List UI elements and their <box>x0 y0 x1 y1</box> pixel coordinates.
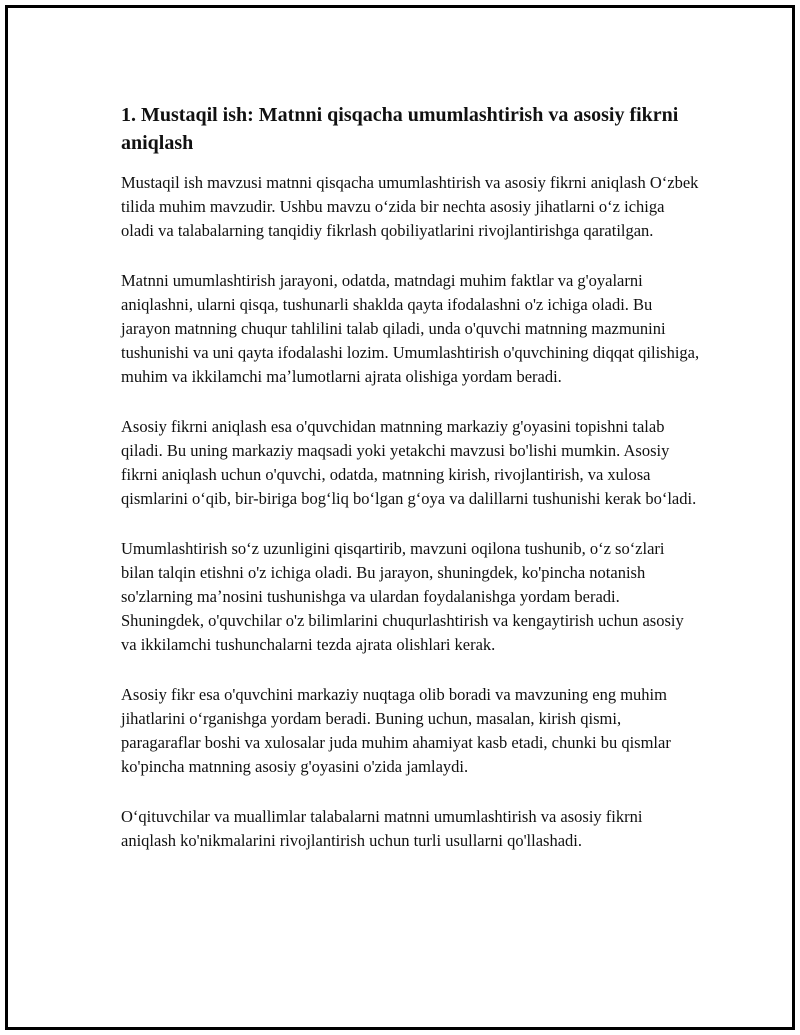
paragraph-5: Asosiy fikr esa o'quvchini markaziy nuqtaga olib boradi va mavzuning eng muhim jihatlarini oʻrganishga yordam beradi. Buning uchun, masalan, kirish qismi, paragaraflar boshi va xulosalar juda muhim ahamiyat kasb etadi, chunki bu qismlar ko'pincha matnning asosiy g'oyasini o'zida jamlaydi. <box>121 685 671 776</box>
paragraph-2: Matnni umumlashtirish jarayoni, odatda, matndagi muhim faktlar va g'oyalarni aniqlashni, ularni qisqa, tushunarli shaklda qayta ifodalashni o'z ichiga oladi. Bu jarayon matnning chuqur tahlilini talab qiladi, unda o'quvchi matnning mazmunini tushunishi va uni qayta ifodalashi lozim. Umumlashtirish o'quvchining diqqat qilishiga, muhim va ikkilamchi maʼlumotlarni ajrata olishiga yordam beradi. <box>121 271 700 386</box>
document-body <box>121 101 701 853</box>
paragraph-1: Mustaqil ish mavzusi matnni qisqacha umumlashtirish va asosiy fikrni aniqlash Oʻzbek tilida muhim mavzudir. Ushbu mavzu oʻzida bir nechta asosiy jihatlarni oʻz ichiga oladi va talabalarning tanqidiy fikrlash qobiliyatlarini rivojlantirishga qaratilgan. <box>121 173 699 240</box>
paragraph-6: Oʻqituvchilar va muallimlar talabalarni matnni umumlashtirish va asosiy fikrni aniqlash ko'nikmalarini rivojlantirish uchun turli usullarni qo'llashadi. <box>121 807 643 850</box>
document-heading: 1. Mustaqil ish: Matnni qisqacha umumlashtirish va asosiy fikrni aniqlash <box>121 104 679 154</box>
paragraph-3: Asosiy fikrni aniqlash esa o'quvchidan matnning markaziy g'oyasini topishni talab qiladi. Bu uning markaziy maqsadi yoki yetakchi mavzusi bo'lishi mumkin. Asosiy fikrni aniqlash uchun o'quvchi, odatda, matnning kirish, rivojlantirish, va xulosa qismlarini oʻqib, bir-biriga bogʻliq boʻlgan gʻoya va dalillarni tushunishi kerak boʻladi. <box>121 417 697 508</box>
paragraph-4: Umumlashtirish soʻz uzunligini qisqartirib, mavzuni oqilona tushunib, oʻz soʻzlari bilan talqin etishni o'z ichiga oladi. Bu jarayon, shuningdek, ko'pincha notanish so'zlarning maʼnosini tushunishga va ulardan foydalanishga yordam beradi. Shuningdek, o'quvchilar o'z bilimlarini chuqurlashtirish va kengaytirish uchun asosiy va ikkilamchi tushunchalarni tezda ajrata olishlari kerak. <box>121 539 684 654</box>
page-frame <box>5 5 795 1030</box>
